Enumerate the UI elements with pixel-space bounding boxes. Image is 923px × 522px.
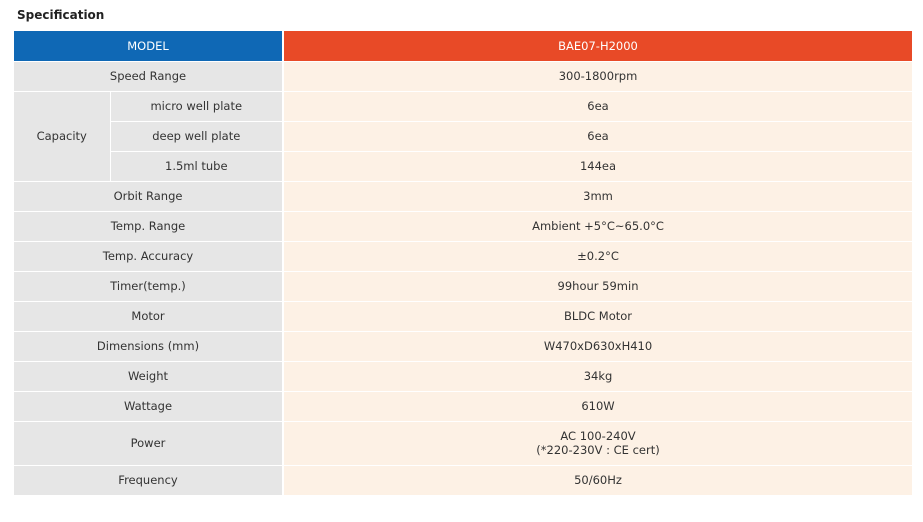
capacity-item-label: 1.5ml tube: [110, 151, 283, 181]
frequency-label: Frequency: [14, 465, 283, 495]
power-value: [283, 421, 912, 465]
weight-label: Weight: [14, 361, 283, 391]
capacity-item-value: 144ea: [283, 151, 912, 181]
timer-label: Timer(temp.): [14, 271, 283, 301]
capacity-item-label: deep well plate: [110, 121, 283, 151]
table-row: [14, 121, 912, 151]
temp-accuracy-value: ±0.2°C: [283, 241, 912, 271]
capacity-item-value: 6ea: [283, 91, 912, 121]
capacity-item-label: micro well plate: [110, 91, 283, 121]
weight-value: 34kg: [283, 361, 912, 391]
temp-accuracy-label: Temp. Accuracy: [14, 241, 283, 271]
table-row: [14, 331, 912, 361]
table-row: [14, 241, 912, 271]
table-row: [14, 301, 912, 331]
model-header-label: MODEL: [14, 31, 283, 61]
timer-value: 99hour 59min: [283, 271, 912, 301]
power-label: Power: [14, 421, 283, 465]
dimensions-value: W470xD630xH410: [283, 331, 912, 361]
wattage-label: Wattage: [14, 391, 283, 421]
motor-label: Motor: [14, 301, 283, 331]
table-row: [14, 211, 912, 241]
wattage-value: 610W: [283, 391, 912, 421]
model-header-value: BAE07-H2000: [283, 31, 912, 61]
frequency-value: 50/60Hz: [283, 465, 912, 495]
orbit-range-value: 3mm: [283, 181, 912, 211]
temp-range-value: Ambient +5°C~65.0°C: [283, 211, 912, 241]
table-row: [14, 465, 912, 495]
table-row: [14, 181, 912, 211]
table-row: [14, 91, 912, 121]
speed-range-label: Speed Range: [14, 61, 283, 91]
motor-value: BLDC Motor: [283, 301, 912, 331]
power-value-note: (*220-230V : CE cert): [536, 443, 660, 457]
capacity-item-value: 6ea: [283, 121, 912, 151]
temp-range-label: Temp. Range: [14, 211, 283, 241]
table-header-row: [14, 31, 912, 61]
table-row: [14, 271, 912, 301]
power-value-line: AC 100-240V: [560, 429, 636, 443]
table-row: [14, 361, 912, 391]
orbit-range-label: Orbit Range: [14, 181, 283, 211]
table-row: [14, 391, 912, 421]
table-row: [14, 421, 912, 465]
speed-range-value: 300-1800rpm: [283, 61, 912, 91]
table-row: [14, 151, 912, 181]
capacity-label: Capacity: [14, 91, 110, 181]
dimensions-label: Dimensions (mm): [14, 331, 283, 361]
specification-table: [14, 31, 912, 496]
page-title: Specification: [17, 8, 105, 22]
table-row: [14, 61, 912, 91]
